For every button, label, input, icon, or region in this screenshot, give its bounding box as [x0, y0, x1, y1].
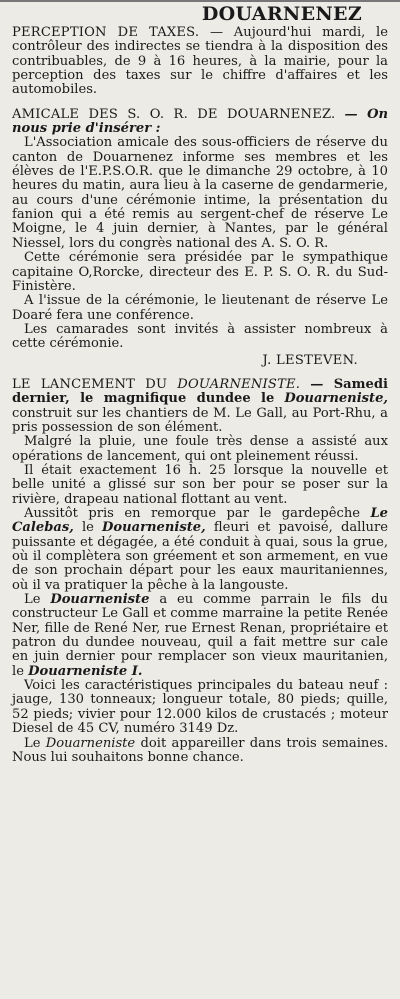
article-text: Aussitôt pris en remorque par le gardepêche	[24, 506, 360, 521]
article-paragraph	[12, 26, 388, 98]
article-paragraph	[12, 378, 388, 435]
article-heading-ship: DOUARNENISTE.	[177, 376, 301, 392]
article-paragraph: A l'issue de la cérémonie, le lieutenant de réserve Le Doaré fera une conférence.	[12, 293, 388, 323]
article-amicale-sor	[12, 108, 388, 368]
article-text: a eu comme parrain le fils du constructeur Le Gall et comme marraine la petite Renée Ner, fille de René Ner, rue Ernest Renan, propriétaire et patron du dundee nouveau, quil a fait mettre sur cale en juin dernier pour remplacer son vieux mauritanien, le	[12, 592, 388, 679]
article-subheading: — On nous prie d'insérer :	[12, 106, 388, 137]
top-rule	[0, 0, 400, 2]
article-paragraph	[12, 507, 388, 593]
ship-name: Douarneniste I.	[28, 663, 143, 679]
article-paragraph	[12, 108, 388, 137]
article-text: construit sur les chantiers de M. Le Gall, au Port-Rhu, a pris possession de son élément.	[12, 405, 388, 435]
ship-name: Douarneniste	[50, 592, 150, 608]
article-text: doit appareiller dans trois semaines. Nous lui souhaitons bonne chance.	[12, 735, 388, 765]
article-text: Le	[24, 735, 41, 751]
article-lancement-douarneniste	[12, 378, 388, 765]
article-text: le	[81, 520, 94, 536]
article-paragraph: L'Association amicale des sous-officiers de réserve du canton de Douarnenez informe ses membres et les élèves de l'E.P.S.O.R. que le dimanche 29 octobre, à 10 heures du matin, aura lieu à la caserne de gendarmerie, au cours d'une cérémonie intime, la présentation du fanion qui a été remis au sergent-chef de réserve Le Moigne, le 4 juin dernier, à Nantes, par le général Niessel, lors du congrès national des A. S. O. R.	[12, 135, 388, 251]
article-paragraph: Malgré la pluie, une foule très dense a assisté aux opérations de lancement, qui ont pleinement réussi.	[12, 434, 388, 464]
article-text: fleuri et pavoisé, dallure puissante et dégagée, a été conduit à quai, sous la grue, où il complètera son gréement et son armement, en vue de son prochain départ pour les eaux mauritaniennes, où il va pratiquer la pêche à la langouste.	[12, 520, 388, 593]
article-paragraph: Voici les caractéristiques principales du bateau neuf : jauge, 130 tonneaux; longueur totale, 80 pieds; quille, 52 pieds; vivier pour 12.000 kilos de crustacés ; moteur Diesel de 45 CV, numéro 3149 Dz.	[12, 678, 388, 737]
ship-name: Douarneniste,	[284, 391, 388, 407]
article-signature: J. LESTEVEN.	[262, 352, 358, 368]
ship-name: Douarneniste,	[102, 520, 206, 536]
article-heading: AMICALE DES S. O. R. DE DOUARNENEZ.	[12, 106, 336, 122]
article-paragraph: Il était exactement 16 h. 25 lorsque la nouvelle et belle unité a glissé sur son ber pour se poser sur la rivière, drapeau national flottant au vent.	[12, 462, 388, 507]
article-text: Le	[24, 592, 41, 608]
ship-name: Douarneniste	[45, 735, 136, 751]
article-heading: PERCEPTION DE TAXES.	[12, 25, 200, 40]
town-masthead: DOUARNENEZ	[201, 3, 362, 25]
article-paragraph	[12, 593, 388, 679]
article-lead-bold: — Samedi dernier, le magnifique dundee le	[12, 376, 388, 407]
article-perception-taxes	[12, 26, 388, 98]
article-paragraph: Les camarades sont invités à assister nombreux à cette cérémonie.	[12, 321, 388, 352]
article-text: — Aujourd'hui mardi, le contrôleur des indirectes se tiendra à la disposition des contribuables, de 9 à 16 heures, à la mairie, pour la perception des taxes sur le chiffre d'affaires et les automobiles.	[12, 25, 388, 98]
article-heading: LE LANCEMENT DU	[12, 376, 168, 392]
article-paragraph	[12, 737, 388, 766]
article-paragraph: Cette cérémonie sera présidée par le sympathique capitaine O,Rorcke, directeur des E. P. S. O. R. du Sud-Finistère.	[12, 250, 388, 294]
ship-name: Le Calebas,	[12, 506, 388, 536]
